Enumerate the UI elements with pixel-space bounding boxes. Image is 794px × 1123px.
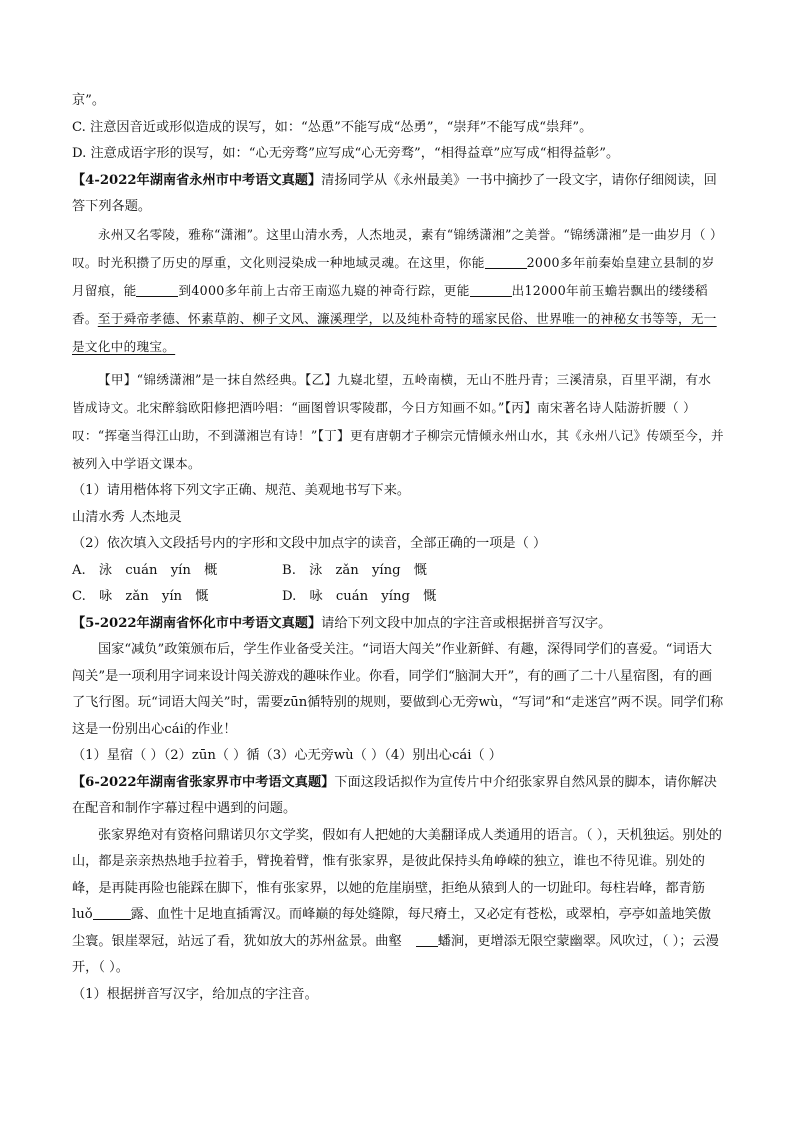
passage-paragraph: 【甲】“锦绣潇湘”是一抹自然经典。【乙】九嶷北望，五岭南横，无山不胜丹青；三溪清泉，百里平湖，有水皆成诗文。北宋醉翁欧阳修把酒吟唱：“画图曾识零陵郡，今日方知画不如。”【丙】南宋著名诗人陆游折腰（ ）叹：“挥毫当得江山助，不到潇湘岂有诗！”【丁】更有唐朝才子柳宗元情倾永州山水，其《永州八记》传颂至今，并被列入中学语文课本。 [72,371,724,472]
passage-text: 张家界绝对有资格问鼎诺贝尔文学奖，假如有人把她的大美翻译成人类通用的语言。（ ），天机独运。别处的山，都是亲亲热热地手拉着手，臂挽着臂，惟有张家界，是彼此保持头角峥嵘的独立，谁也不待见谁。别处的峰，是再陡再险也能踩在脚下，惟有张家界，以她的危崖崩壁，拒绝从猿到人的一切趾印。每柱岩峰，都青筋luǒ [72,827,722,923]
sub-question: （2）依次填入文段括号内的字形和文段中加点字的读音，全部正确的一项是（ ） [72,536,547,552]
answer-blank[interactable] [485,254,527,269]
passage-text: 永州又名零陵，雅称“潇湘”。这里山清水秀，人杰地灵，素有“锦绣潇湘”之美誉。“锦绣潇湘”是一曲岁月（ ）叹。时光积攒了历史的厚重，文化则浸染成一种地域灵魂。在这里，你能 [72,226,723,270]
passage-paragraph [72,823,724,982]
answer-blank[interactable] [416,932,438,947]
question-4-heading: 【4-2022年湖南省永州市中考语文真题】 [72,172,322,188]
sub-question: （1）请用楷体将下列文字正确、规范、美观地书写下来。 [72,483,411,499]
sub-question: （1）根据拼音写汉字，给加点的字注音。 [72,986,318,1002]
option-d[interactable]: D. 咏 cuán yíng 慨 [282,589,437,605]
passage-text: 露、血性十足地直插霄汉。而峰巅的每处缝隙，每尺瘠土，又必定有苍松，或翠柏，亭亭如盖地笑傲尘寰。银崖翠冠，站远了看，犹如放大的苏州盆景。曲壑 [72,907,711,949]
text-line: C. 注意因音近或形似造成的误写，如：“怂恿”不能写成“怂勇”，“崇拜”不能写成“祟拜”。 [72,119,593,135]
question-4-intro: 清扬同学从《永州最美》一书中摘抄了一段文字，请你仔细阅读，回答下列各题。 [72,172,717,214]
writing-text: 山清水秀 人杰地灵 [72,509,182,525]
question-5 [72,611,724,638]
question-4 [72,168,724,221]
answer-blank[interactable] [93,905,131,920]
passage-text: 2000多年前秦始皇建立县制的岁月留痕，能 [72,254,715,298]
options-row [72,584,724,611]
question-5-heading: 【5-2022年湖南省怀化市中考语文真题】 [72,615,322,631]
passage-paragraph: 国家“减负”政策颁布后，学生作业备受关注。“词语大闯关”作业新鲜、有趣，深得同学们的喜爱。“词语大闯关”是一项利用字词来设计闯关游戏的趣味作业。你看，同学们“脑洞大开”，有的画了二十八星宿图，有的画了飞行图。玩“词语大闯关”时，需要zūn循特别的规则，要做到心无旁wù，“写词”和“走迷宫”两不误。同学们称这是一份别出心cái的作业！ [72,642,724,737]
answer-blank[interactable] [136,282,178,297]
document-page [72,88,724,1008]
underlined-sentence: 至于舜帝孝德、怀素草韵、柳子文风、濂溪理学，以及纯朴奇特的瑶家民俗、世界唯一的神秘女书等等，无一是文化中的瑰宝。 [72,311,717,355]
passage-text: 到4000多年前上古帝王南巡九嶷的神奇行踪，更能 [178,282,470,298]
text-line: 京”。 [72,93,106,108]
passage-text: 出12000年前玉蟾岩飘出的缕缕稻香。 [72,282,708,327]
passage-text: 蟠涧，更增添无限空蒙幽翠。风吹过，（ ）；云漫开，（ ）。 [72,933,719,976]
question-6 [72,770,724,823]
option-a[interactable]: A. 泳 cuán yín 概 [72,562,218,578]
answer-line: （1）星宿（ ）（2）zūn（ ）循（3）心无旁wù（ ）（4）别出心cái（ ） [72,748,502,764]
question-6-heading: 【6-2022年湖南省张家界市中考语文真题】 [72,774,335,790]
question-5-intro: 请给下列文段中加点的字注音或根据拼音写汉字。 [321,615,612,631]
option-c[interactable]: C. 咏 zǎn yín 慨 [72,589,209,605]
options-row [72,558,724,585]
passage-paragraph [72,221,724,362]
text-line: D. 注意成语字形的误写，如：“心无旁骛”应写成“心无旁骛”，“相得益章”应写成“相得益彰”。 [72,146,620,161]
option-b[interactable]: B. 泳 zǎn yíng 慨 [282,562,427,578]
question-6-intro: 下面这段话拟作为宣传片中介绍张家界自然风景的脚本，请你解决在配音和制作字幕过程中遇到的问题。 [72,774,717,817]
answer-blank[interactable] [470,282,512,297]
